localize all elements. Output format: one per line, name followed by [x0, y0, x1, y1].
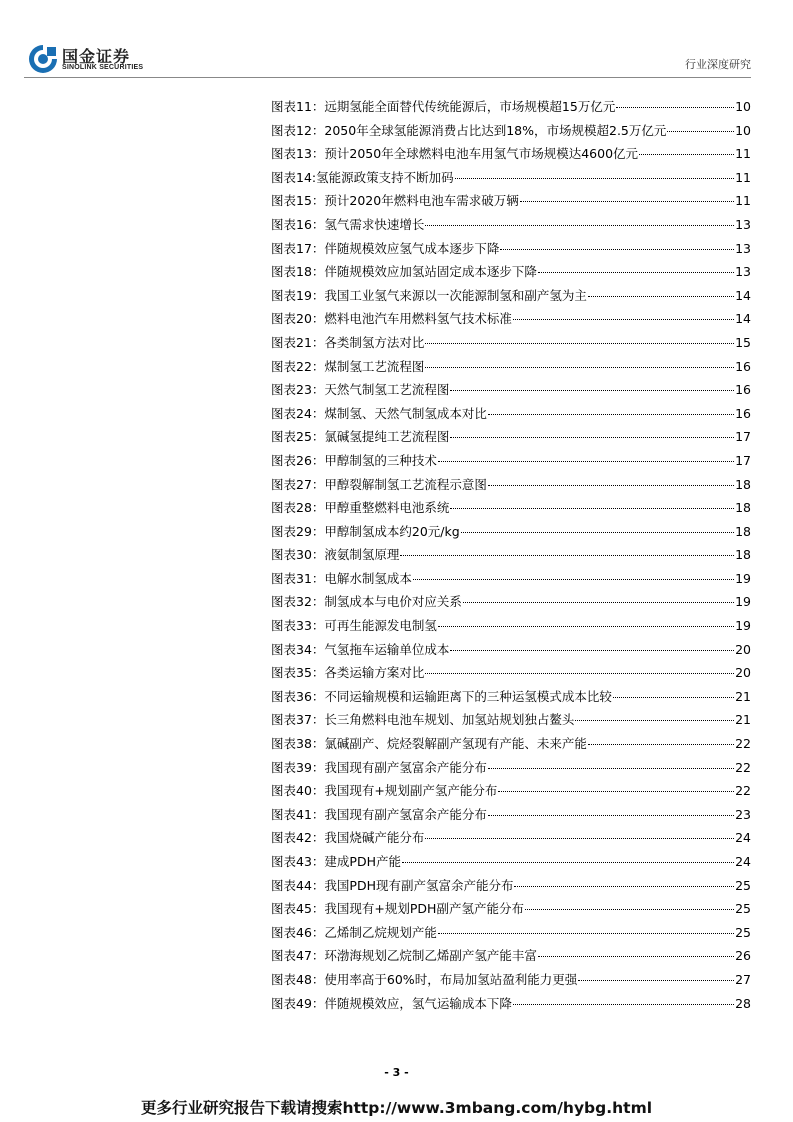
toc-entry-page: 17 — [735, 429, 751, 445]
toc-entry-page: 21 — [735, 712, 751, 728]
toc-entry-title: 伴随规模效应加氢站固定成本逐步下降 — [324, 264, 537, 280]
toc-entry-label: 图表48： — [271, 971, 325, 987]
toc-entry-title: 甲醇制氢的三种技术 — [324, 452, 437, 468]
toc-entry[interactable] — [271, 142, 751, 166]
toc-entry-page: 26 — [735, 948, 751, 964]
toc-entry-page: 14 — [735, 287, 751, 303]
toc-entry-page: 25 — [735, 877, 751, 893]
toc-entry-title: 甲醇重整燃料电池系统 — [324, 500, 450, 516]
toc-leader-dots — [450, 390, 734, 391]
toc-leader-dots — [450, 508, 734, 509]
toc-entry[interactable] — [271, 425, 751, 449]
toc-leader-dots — [438, 461, 734, 462]
toc-leader-dots — [500, 249, 734, 250]
toc-entry[interactable] — [271, 685, 751, 709]
toc-entry[interactable] — [271, 331, 751, 355]
toc-entry[interactable] — [271, 756, 751, 780]
report-type: 行业深度研究 — [685, 58, 751, 71]
toc-entry-title: 电解水制氢成本 — [324, 570, 412, 586]
toc-entry[interactable] — [271, 992, 751, 1016]
toc-entry-label: 图表23： — [271, 382, 325, 398]
toc-entry[interactable] — [271, 543, 751, 567]
toc-leader-dots — [455, 178, 734, 179]
toc-entry-label: 图表15： — [271, 193, 325, 209]
toc-entry[interactable] — [271, 166, 751, 190]
toc-entry-title: 氢气需求快速增长 — [324, 216, 425, 232]
toc-leader-dots — [639, 154, 734, 155]
toc-entry-page: 19 — [735, 594, 751, 610]
toc-leader-dots — [488, 414, 734, 415]
toc-entry-page: 10 — [735, 122, 751, 138]
toc-entry[interactable] — [271, 874, 751, 898]
toc-leader-dots — [438, 626, 734, 627]
toc-entry-page: 13 — [735, 264, 751, 280]
toc-leader-dots — [498, 791, 734, 792]
toc-entry-page: 15 — [735, 334, 751, 350]
toc-entry-label: 图表31： — [271, 570, 325, 586]
toc-entry-label: 图表12： — [271, 122, 325, 138]
toc-entry-title: 氯碱副产、烷烃裂解副产氢现有产能、未来产能 — [324, 736, 587, 752]
toc-entry-page: 18 — [735, 500, 751, 516]
toc-entry-label: 图表40： — [271, 783, 325, 799]
toc-entry[interactable] — [271, 520, 751, 544]
toc-leader-dots — [425, 673, 734, 674]
toc-entry-label: 图表13： — [271, 146, 325, 162]
toc-entry-label: 图表16： — [271, 216, 325, 232]
toc-entry[interactable] — [271, 402, 751, 426]
toc-entry-page: 18 — [735, 547, 751, 563]
toc-entry-title: 预计2020年燃料电池车需求破万辆 — [324, 193, 519, 209]
toc-entry-page: 11 — [735, 193, 751, 209]
toc-leader-dots — [667, 131, 734, 132]
toc-entry-page: 16 — [735, 405, 751, 421]
toc-entry-page: 28 — [735, 995, 751, 1011]
toc-entry[interactable] — [271, 189, 751, 213]
toc-entry-title: 天然气制氢工艺流程图 — [324, 382, 450, 398]
toc-entry-title: 燃料电池汽车用燃料氢气技术标准 — [324, 311, 512, 327]
toc-entry-page: 22 — [735, 736, 751, 752]
toc-leader-dots — [488, 485, 734, 486]
toc-entry-title: 我国工业氢气来源以一次能源制氢和副产氢为主 — [324, 287, 587, 303]
toc-leader-dots — [514, 886, 734, 887]
toc-leader-dots — [438, 933, 734, 934]
toc-entry-title: 煤制氢、天然气制氢成本对比 — [324, 405, 487, 421]
toc-entry-page: 23 — [735, 806, 751, 822]
toc-entry[interactable] — [271, 567, 751, 591]
brand-name-en: SINOLINK SECURITIES — [62, 64, 144, 71]
sinolink-logo-icon — [28, 44, 58, 74]
toc-entry-label: 图表30： — [271, 547, 325, 563]
toc-entry-label: 图表45： — [271, 901, 325, 917]
toc-leader-dots — [520, 201, 734, 202]
toc-entry-title: 我国PDH现有副产氢富余产能分布 — [324, 877, 514, 893]
toc-leader-dots — [578, 980, 734, 981]
toc-entry-label: 图表17： — [271, 240, 325, 256]
toc-leader-dots — [402, 862, 734, 863]
toc-entry-label: 图表35： — [271, 665, 325, 681]
toc-entry-page: 24 — [735, 854, 751, 869]
toc-entry-label: 图表36： — [271, 688, 325, 704]
toc-entry[interactable] — [271, 732, 751, 756]
toc-entry-page: 20 — [735, 665, 751, 681]
toc-entry[interactable] — [271, 237, 751, 261]
toc-entry-title: 2050年全球氢能源消费占比达到18%，市场规模超2.5万亿元 — [324, 122, 667, 138]
toc-entry-title: 甲醇裂解制氢工艺流程示意图 — [324, 476, 487, 492]
toc-entry-title: 环渤海规划乙烷制乙烯副产氢产能丰富 — [324, 948, 537, 964]
toc-entry-label: 图表18： — [271, 264, 325, 280]
toc-entry-label: 图表28： — [271, 500, 325, 516]
toc-entry-page: 24 — [735, 830, 751, 846]
toc-entry[interactable] — [271, 897, 751, 921]
toc-entry[interactable] — [271, 260, 751, 284]
toc-entry-page: 13 — [735, 240, 751, 256]
toc-entry-label: 图表22： — [271, 358, 325, 374]
toc-leader-dots — [463, 602, 734, 603]
toc-leader-dots — [538, 272, 734, 273]
toc-entry-title: 煤制氢工艺流程图 — [324, 358, 425, 374]
toc-entry-label: 图表25： — [271, 429, 325, 445]
page-number: - 3 - — [384, 1066, 409, 1079]
header-divider — [24, 77, 751, 78]
toc-entry-label: 图表26： — [271, 452, 325, 468]
toc-entry-label: 图表29： — [271, 523, 325, 539]
toc-entry-page: 16 — [735, 358, 751, 374]
toc-leader-dots — [616, 107, 734, 108]
toc-entry[interactable] — [271, 449, 751, 473]
toc-entry-label: 图表21： — [271, 334, 325, 350]
toc-entry[interactable] — [271, 213, 751, 237]
toc-entry-title: 可再生能源发电制氢 — [324, 618, 437, 634]
toc-entry-page: 13 — [735, 216, 751, 232]
toc-leader-dots — [538, 956, 734, 957]
toc-leader-dots — [588, 744, 734, 745]
toc-entry-title: 氢能源政策支持不断加码 — [316, 169, 454, 185]
toc-entry-title: 我国现有+规划PDH副产氢产能分布 — [324, 901, 524, 917]
toc-entry-title: 不同运输规模和运输距离下的三种运氢模式成本比较 — [324, 688, 612, 704]
toc-entry[interactable] — [271, 378, 751, 402]
toc-leader-dots — [450, 650, 734, 651]
toc-entry[interactable] — [271, 803, 751, 827]
toc-entry-label: 图表32： — [271, 594, 325, 610]
toc-entry-title: 远期氢能全面替代传统能源后，市场规模超15万亿元 — [324, 99, 616, 114]
toc-entry-page: 25 — [735, 901, 751, 917]
toc-entry-label: 图表42： — [271, 830, 325, 846]
toc-entry[interactable] — [271, 473, 751, 497]
toc-entry-label: 图表14: — [271, 169, 317, 185]
toc-entry-label: 图表43： — [271, 854, 325, 869]
toc-entry-title: 建成PDH产能 — [324, 854, 401, 869]
toc-entry-label: 图表27： — [271, 476, 325, 492]
toc-entry-page: 10 — [735, 99, 751, 114]
toc-entry-page: 22 — [735, 783, 751, 799]
toc-entry-label: 图表11： — [271, 99, 325, 114]
toc-entry-page: 19 — [735, 618, 751, 634]
toc-entry-title: 乙烯制乙烷规划产能 — [324, 924, 437, 940]
toc-entry-title: 气氢拖车运输单位成本 — [324, 641, 450, 657]
toc-entry[interactable] — [271, 355, 751, 379]
toc-entry-label: 图表47： — [271, 948, 325, 964]
toc-leader-dots — [425, 367, 734, 368]
toc-entry-title: 我国现有副产氢富余产能分布 — [324, 759, 487, 775]
toc-entry-title: 我国现有副产氢富余产能分布 — [324, 806, 487, 822]
toc-entry[interactable] — [271, 95, 751, 119]
toc-entry-label: 图表49： — [271, 995, 325, 1011]
toc-entry[interactable] — [271, 496, 751, 520]
toc-entry-page: 18 — [735, 476, 751, 492]
toc-leader-dots — [413, 579, 734, 580]
toc-entry-label: 图表19： — [271, 287, 325, 303]
toc-entry-title: 使用率高于60%时，布局加氢站盈利能力更强 — [324, 971, 578, 987]
toc-entry-title: 制氢成本与电价对应关系 — [324, 594, 462, 610]
toc-entry-page: 16 — [735, 382, 751, 398]
toc-entry-title: 各类运输方案对比 — [324, 665, 425, 681]
toc-entry-label: 图表34： — [271, 641, 325, 657]
toc-leader-dots — [425, 225, 734, 226]
toc-entry-title: 甲醇制氢成本约20元/kg — [324, 523, 460, 539]
toc-entry-label: 图表39： — [271, 759, 325, 775]
toc-leader-dots — [461, 532, 734, 533]
toc-entry-label: 图表33： — [271, 618, 325, 634]
toc-entry-page: 27 — [735, 971, 751, 987]
brand-name-cn: 国金证券 — [62, 47, 131, 66]
page-header — [0, 0, 793, 80]
toc-entry[interactable] — [271, 826, 751, 850]
toc-entry-title: 氯碱氢提纯工艺流程图 — [324, 429, 450, 445]
toc-entry[interactable] — [271, 614, 751, 638]
toc-entry-label: 图表41： — [271, 806, 325, 822]
toc-leader-dots — [400, 555, 734, 556]
toc-leader-dots — [513, 1004, 734, 1005]
footer-download-link[interactable]: 更多行业研究报告下载请搜索http://www.3mbang.com/hybg.html — [140, 1099, 653, 1117]
toc-entry-title: 液氨制氢原理 — [324, 547, 400, 563]
toc-entry[interactable] — [271, 284, 751, 308]
toc-entry-label: 图表37： — [271, 712, 325, 728]
toc-leader-dots — [575, 720, 734, 721]
toc-leader-dots — [425, 838, 734, 839]
toc-entry-title: 伴随规模效应，氢气运输成本下降 — [324, 995, 512, 1011]
toc-leader-dots — [450, 437, 734, 438]
toc-entry-label: 图表38： — [271, 736, 325, 752]
toc-entry-label: 图表20： — [271, 311, 325, 327]
toc-entry-page: 19 — [735, 570, 751, 586]
toc-entry-title: 我国烧碱产能分布 — [324, 830, 425, 846]
toc-leader-dots — [613, 697, 734, 698]
toc-entry-title: 预计2050年全球燃料电池车用氢气市场规模达4600亿元 — [324, 146, 639, 162]
toc-leader-dots — [525, 909, 734, 910]
toc-entry[interactable] — [271, 638, 751, 662]
toc-entry-label: 图表44： — [271, 877, 325, 893]
toc-leader-dots — [425, 343, 734, 344]
toc-entry-title: 长三角燃料电池车规划、加氢站规划独占鳌头 — [324, 712, 575, 728]
toc-entry-page: 11 — [735, 146, 751, 162]
toc-leader-dots — [488, 768, 734, 769]
toc-entry[interactable] — [271, 590, 751, 614]
toc-entry-label: 图表46： — [271, 924, 325, 940]
toc-leader-dots — [588, 296, 734, 297]
toc-entry[interactable] — [271, 661, 751, 685]
toc-entry-page: 14 — [735, 311, 751, 327]
toc-entry-page: 11 — [735, 169, 751, 185]
toc-entry[interactable] — [271, 850, 751, 874]
toc-entry[interactable] — [271, 307, 751, 331]
toc-entry-page: 25 — [735, 924, 751, 940]
toc-entry[interactable] — [271, 779, 751, 803]
toc-entry-page: 18 — [735, 523, 751, 539]
toc-leader-dots — [488, 815, 734, 816]
toc-entry-page: 20 — [735, 641, 751, 657]
toc-entry-page: 21 — [735, 688, 751, 704]
toc-entry[interactable] — [271, 708, 751, 732]
toc-entry-page: 22 — [735, 759, 751, 775]
toc-entry[interactable] — [271, 944, 751, 968]
toc-entry-title: 伴随规模效应氢气成本逐步下降 — [324, 240, 500, 256]
toc-entry-title: 各类制氢方法对比 — [324, 334, 425, 350]
toc-entry-label: 图表24： — [271, 405, 325, 421]
toc-entry-title: 我国现有+规划副产氢产能分布 — [324, 783, 498, 799]
toc-leader-dots — [513, 319, 734, 320]
toc-entry[interactable] — [271, 968, 751, 992]
toc-entry[interactable] — [271, 921, 751, 945]
toc-entry-page: 17 — [735, 452, 751, 468]
toc-entry[interactable] — [271, 119, 751, 143]
figure-index-list — [271, 95, 751, 1015]
